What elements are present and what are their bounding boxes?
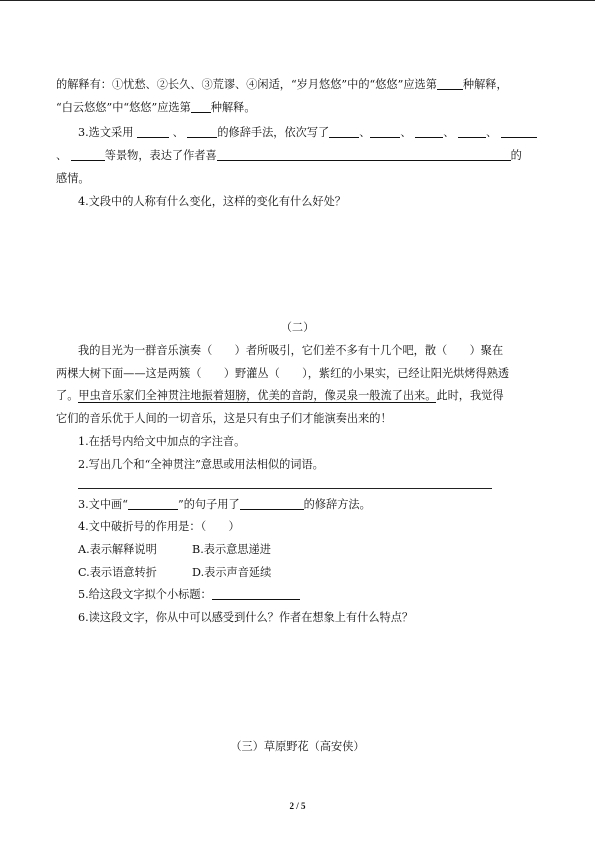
blank[interactable] bbox=[191, 101, 211, 113]
blank[interactable] bbox=[458, 126, 486, 138]
blank[interactable] bbox=[128, 498, 178, 510]
s1-line-1: 的解释有：①忧愁、②长久、③荒谬、④闲适，“岁月悠悠”中的“悠悠”应选第 种解释， bbox=[56, 78, 508, 91]
blank[interactable] bbox=[370, 126, 400, 138]
s1-line-2: “白云悠悠”中“悠悠”应选第 种解释。 bbox=[56, 101, 256, 114]
blank[interactable] bbox=[137, 126, 169, 138]
underlined-sentence: 甲虫音乐家们全神贯注地振着翅膀，优美的音韵，像灵泉一般流了出来。 bbox=[78, 389, 437, 402]
s2-para-line-2: 两棵大树下面——这是两簇（ ）野灌丛（ ），紫红的小果实，已经让阳光烘烤得熟透 bbox=[56, 367, 510, 380]
s2-question-3: 3.文中画“ ”的句子用了 的修辞方法。 bbox=[78, 498, 371, 511]
answer-line[interactable] bbox=[78, 488, 492, 489]
s2-question-4: 4.文中破折号的作用是：（ ） bbox=[78, 520, 240, 533]
s1-question-3: 3.选文采用 、 的修辞手法，依次写了 、 、 、 、 bbox=[78, 126, 537, 140]
blank[interactable] bbox=[217, 149, 511, 161]
s2-question-5: 5.给这段文字拟个小标题： bbox=[78, 588, 300, 602]
s2-para-line-3: 了。甲虫音乐家们全神贯注地振着翅膀，优美的音韵，像灵泉一般流了出来。此时，我觉得 bbox=[56, 389, 504, 402]
s1-line-5: 感情。 bbox=[56, 172, 90, 185]
s2-para-line-4: 它们的音乐优于人间的一切音乐，这是只有虫子们才能演奏出来的！ bbox=[56, 412, 392, 425]
blank[interactable] bbox=[71, 149, 105, 161]
section-2-heading: （二） bbox=[280, 321, 315, 334]
option-d[interactable]: D.表示声音延续 bbox=[192, 566, 272, 579]
s1-question-4: 4.文段中的人称有什么变化，这样的变化有什么好处？ bbox=[78, 195, 346, 208]
page-number: 2 / 5 bbox=[289, 801, 306, 811]
s2-para-line-1: 我的目光为一群音乐演奏（ ）者所吸引，它们差不多有十几个吧，散（ ）聚在 bbox=[78, 344, 504, 357]
option-c[interactable]: C.表示语意转折 bbox=[78, 566, 157, 579]
blank[interactable] bbox=[437, 78, 463, 90]
blank[interactable] bbox=[212, 588, 300, 600]
s2-question-2: 2.写出几个和“全神贯注”意思或用法相似的词语。 bbox=[78, 458, 324, 471]
blank[interactable] bbox=[415, 126, 443, 138]
blank[interactable] bbox=[240, 498, 304, 510]
s2-question-6: 6.读这段文字，你从中可以感受到什么？作者在想象上有什么特点？ bbox=[78, 611, 414, 624]
blank[interactable] bbox=[501, 126, 537, 138]
top-rule bbox=[0, 0, 595, 1]
s1-line-4: 、 等景物，表达了作者喜 的 bbox=[56, 149, 522, 162]
option-b[interactable]: B.表示意思递进 bbox=[192, 543, 271, 556]
blank[interactable] bbox=[329, 126, 359, 138]
s2-question-1: 1.在括号内给文中加点的字注音。 bbox=[78, 435, 246, 448]
option-a[interactable]: A.表示解释说明 bbox=[78, 543, 157, 556]
blank[interactable] bbox=[187, 126, 217, 138]
section-3-heading: （三）草原野花（高安侠） bbox=[230, 740, 365, 753]
